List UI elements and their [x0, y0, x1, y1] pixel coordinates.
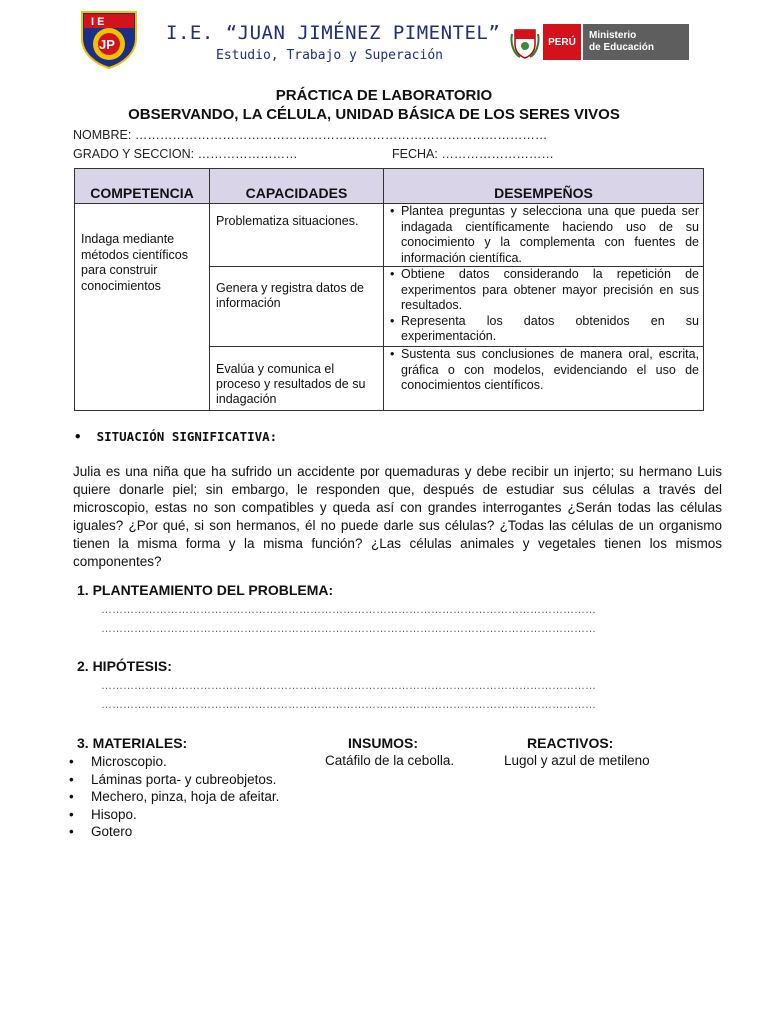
- desempeno-cell: [384, 267, 704, 347]
- materiales-list: [64, 753, 279, 841]
- desempeno-item: • Plantea preguntas y selecciona una que pueda ser indagada científicamente haciendo uso de su conocimiento y la complementa con fuentes de información científica.: [401, 204, 699, 266]
- grado-label: GRADO Y SECCION:: [73, 147, 195, 161]
- desempeno-cell: [384, 347, 704, 411]
- list-item: • Mechero, pinza, hoja de afeitar.: [64, 788, 279, 806]
- answer-line[interactable]: ………………………………………………………………………………………………………………………: [101, 604, 596, 616]
- school-logo: [78, 8, 140, 70]
- table-row: [75, 204, 704, 267]
- nombre-label: NOMBRE:: [73, 128, 132, 142]
- answer-line[interactable]: ………………………………………………………………………………………………………………………: [101, 623, 596, 635]
- capacidad-cell: Genera y registra datos de información: [210, 267, 384, 347]
- capacidad-cell: Evalúa y comunica el proceso y resultados de su indagación: [210, 347, 384, 411]
- competencia-cell: Indaga mediante métodos científicos para construir conocimientos: [75, 204, 210, 411]
- header-capacidades: CAPACIDADES: [210, 169, 384, 204]
- peru-badge: PERÚ: [543, 24, 581, 60]
- section-materiales: 3. MATERIALES:: [77, 735, 188, 751]
- list-item: • Láminas porta- y cubreobjetos.: [64, 771, 279, 789]
- section-planteamiento: 1. PLANTEAMIENTO DEL PROBLEMA:: [77, 582, 334, 598]
- peru-coat-of-arms-icon: [510, 24, 540, 60]
- page-subtitle: OBSERVANDO, LA CÉLULA, UNIDAD BÁSICA DE LOS SERES VIVOS: [128, 106, 620, 123]
- capacidad-cell: Problematiza situaciones.: [210, 204, 384, 267]
- competencias-table: [74, 168, 704, 411]
- desempeno-cell: [384, 204, 704, 267]
- table-header-row: [75, 169, 704, 204]
- nombre-blank: ………………………………………………………………………………………: [134, 128, 548, 142]
- logo-letters: I E: [91, 16, 105, 28]
- list-item: • Gotero: [64, 823, 279, 841]
- header-desempenos: DESEMPEÑOS: [384, 169, 704, 204]
- desempeno-item: • Obtiene datos considerando la repetición de experimentos para obtener mayor precisión en sus resultados.: [401, 267, 699, 314]
- nombre-field[interactable]: [73, 128, 547, 142]
- desempeno-item: • Sustenta sus conclusiones de manera oral, escrita, gráfica o con modelos, evidenciando el uso de conocimientos científicos.: [401, 347, 699, 394]
- fecha-label: FECHA:: [392, 147, 438, 161]
- reactivos-value: Lugol y azul de metileno: [504, 753, 650, 768]
- answer-line[interactable]: ………………………………………………………………………………………………………………………: [101, 680, 596, 692]
- grado-field[interactable]: [73, 147, 298, 161]
- school-motto: Estudio, Trabajo y Superación: [216, 48, 443, 63]
- insumos-heading: INSUMOS:: [348, 735, 418, 751]
- situacion-heading: [74, 429, 277, 444]
- ministry-line-1: Ministerio: [589, 30, 637, 41]
- fecha-field[interactable]: [392, 147, 554, 161]
- section-hipotesis: 2. HIPÓTESIS:: [77, 658, 172, 674]
- reactivos-heading: REACTIVOS:: [527, 735, 614, 751]
- insumos-value: Catáfilo de la cebolla.: [325, 753, 455, 768]
- fecha-blank: ………………………: [441, 147, 554, 161]
- ministry-line-2: de Educación: [589, 42, 655, 53]
- grado-blank: ……………………: [197, 147, 298, 161]
- ministry-badge: [583, 24, 689, 60]
- school-name: I.E. “JUAN JIMÉNEZ PIMENTEL”: [166, 22, 501, 44]
- bullet-icon: •: [74, 429, 97, 444]
- page-title: PRÁCTICA DE LABORATORIO: [275, 87, 493, 104]
- answer-line[interactable]: ………………………………………………………………………………………………………………………: [101, 699, 596, 711]
- list-item: • Microscopio.: [64, 753, 279, 771]
- header-competencia: COMPETENCIA: [75, 169, 210, 204]
- desempeno-item: • Representa los datos obtenidos en su experimentación.: [401, 314, 699, 345]
- list-item: • Hisopo.: [64, 806, 279, 824]
- situacion-heading-text: SITUACIÓN SIGNIFICATIVA:: [96, 429, 278, 444]
- situacion-paragraph: Julia es una niña que ha sufrido un accidente por quemaduras y debe recibir un injerto; su hermano Luis quiere donarle piel; sin embargo, le responden que, después de estudiar sus células a través del microscopio, estas no son compatibles y queda así con grandes interrogantes ¿Serán todas las células iguales? ¿Por qué, si son hermanos, él no puede darle sus células? ¿Todas las células de un organismo tienen la misma forma y la misma función? ¿Las células animales y vegetales tienen los mismos componentes?: [73, 464, 722, 569]
- logo-initials: JP: [99, 37, 115, 52]
